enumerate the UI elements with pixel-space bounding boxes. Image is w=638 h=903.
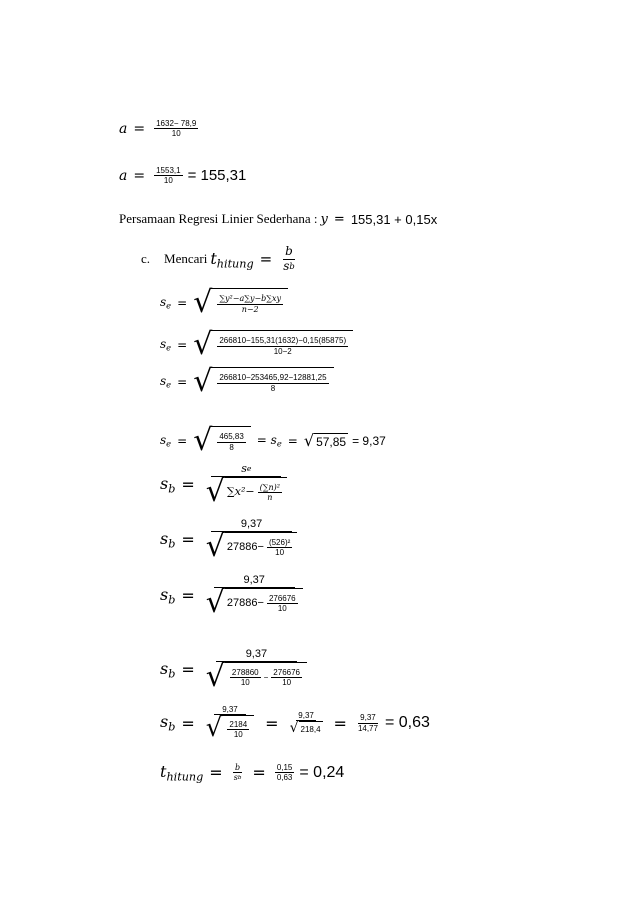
- s-b: $s_b$: [160, 712, 176, 734]
- equals-sign: =: [259, 250, 273, 269]
- numerator: 465,83: [219, 432, 244, 442]
- var-a: a: [119, 167, 128, 184]
- sb-substitution: [160, 518, 302, 562]
- equals-sign: =: [181, 713, 195, 733]
- s-e: $s_e$: [160, 433, 172, 449]
- se-formula: [160, 285, 288, 320]
- numerator: 9,37: [211, 518, 292, 532]
- result-value: = 0,63: [384, 714, 430, 732]
- root-value: 57,85: [316, 435, 347, 449]
- denominator: n−2: [241, 304, 259, 314]
- denominator: √ 27886− $\frac{276676}{10}$: [204, 588, 305, 618]
- numerator: 266810−253465,92−12881,25: [219, 373, 327, 383]
- inner-fraction-2: $\frac{276676}{10}$: [273, 667, 300, 688]
- minus-sign: −: [263, 673, 269, 683]
- numerator: 1632− 78,9: [156, 119, 197, 128]
- denominator: s b: [283, 258, 295, 273]
- fraction: [217, 373, 328, 392]
- s-b: $s_b$: [160, 474, 176, 496]
- numerator: s e: [211, 463, 281, 477]
- square-root: √ $\frac{465,83}{8}$: [193, 426, 251, 456]
- inner-denominator: 10: [275, 548, 285, 558]
- result-value: = 155,31: [187, 167, 247, 185]
- var-y: y: [320, 211, 328, 227]
- fraction-2: 9,37 √ 218,4: [289, 711, 321, 737]
- sb-result: $s_b$ = 9,37 √ $\frac{2184}{10}$ = 9,37 √ 218,4 = $\frac{9,37}{14,77}$ = 0,63: [160, 705, 430, 744]
- equals-sign: =: [181, 475, 195, 495]
- square-root: √ $\frac{\text{∑y²−a∑y−b∑xy}}{n-2}$: [193, 288, 288, 318]
- denominator: √ ∑x²− $\frac{\text{(∑n)²}}{n}$: [204, 477, 289, 507]
- fraction: [217, 294, 283, 313]
- s-e-equals: = $s_e$: [256, 433, 282, 449]
- equals-sign: =: [181, 530, 195, 550]
- inner-fraction: $\frac{2184}{10}$: [229, 719, 248, 739]
- equals-sign: =: [181, 660, 195, 680]
- regression-label: Persamaan Regresi Linier Sederhana :: [119, 211, 318, 226]
- equals-sign: =: [333, 211, 345, 227]
- inner-numerator: 276676: [268, 593, 296, 603]
- inner-denominator: n: [267, 493, 273, 503]
- fraction: [204, 463, 289, 507]
- equals-sign: =: [177, 375, 188, 389]
- equals-sign: =: [133, 167, 146, 184]
- sum-x-squared: 27886−: [226, 541, 264, 554]
- fraction-2: $\frac{0,15}{0,63}$: [276, 762, 293, 783]
- sb-step4: [160, 648, 312, 692]
- square-root: √ $\frac{266810-155,31(1632)-0,15(85875)}{10-2}$: [193, 330, 353, 360]
- sb-step3: [160, 574, 308, 618]
- square-root: √ $\frac{266810-253465,92-12881,25}{8}$: [193, 367, 333, 397]
- t-hitung-result: $t_{hitung}$ = b s b = $\frac{0,15}{0,63}$ = 0,24: [160, 762, 345, 784]
- se-simplified: [160, 364, 334, 399]
- fraction: [204, 648, 309, 692]
- equals-sign: =: [177, 434, 188, 448]
- t-hitung: $t_{hitung}$: [160, 762, 204, 784]
- fraction-1: b s b: [233, 762, 242, 783]
- square-root: √ 57,85: [303, 431, 347, 450]
- fraction: [204, 574, 305, 618]
- equation-a-step1: [119, 119, 201, 138]
- denominator: 8: [229, 442, 234, 452]
- regression-expression: 155,31 + 0,15x: [350, 211, 438, 227]
- equation-a-step2: [119, 166, 246, 185]
- inner-fraction: [258, 483, 282, 502]
- inner-numerator: (∑n)²: [259, 482, 280, 492]
- equals-sign: =: [177, 296, 188, 310]
- fraction: [281, 245, 297, 274]
- numerator: ∑y²−a∑y−b∑xy: [219, 294, 282, 304]
- var-a: a: [119, 120, 128, 137]
- inner-denominator: 10: [277, 604, 287, 614]
- fraction: [154, 119, 198, 138]
- s-e: $s_e$: [160, 374, 172, 390]
- inner-fraction: [267, 538, 292, 557]
- s-b: $s_b$: [160, 529, 176, 551]
- denominator: 8: [270, 383, 276, 393]
- list-marker: c.: [141, 251, 151, 267]
- numerator: b: [285, 244, 293, 258]
- s-e: $s_e$: [160, 337, 172, 353]
- heading-text: Mencari: [164, 251, 208, 267]
- section-c-heading: [141, 245, 300, 274]
- inner-numerator: (526)²: [268, 537, 291, 547]
- equals-sign: =: [209, 763, 223, 783]
- result-value: = 9,37: [352, 434, 386, 448]
- fraction: [217, 432, 245, 451]
- denominator: 10: [171, 129, 181, 139]
- inner-fraction: [267, 594, 298, 613]
- numerator: 9,37: [216, 648, 297, 662]
- inner-fraction-1: $\frac{278860}{10}$: [231, 667, 259, 688]
- s-b: $s_b$: [160, 585, 176, 607]
- denominator: 10−2: [273, 346, 292, 356]
- denominator: √ $\frac{278860}{10}$ − $\frac{276676}{10}$: [204, 662, 309, 692]
- fraction: [154, 166, 182, 185]
- fraction-3: $\frac{9,37}{14,77}$: [357, 713, 378, 733]
- numerator: 266810−155,31(1632)−0,15(85875): [219, 336, 347, 346]
- sum-x-squared: ∑x²−: [226, 485, 255, 499]
- numerator: 1553,1: [156, 166, 181, 175]
- equals-sign: =: [133, 120, 146, 137]
- numerator: 9,37: [214, 574, 295, 588]
- s-b: $s_b$: [160, 659, 176, 681]
- t-hitung: $t_{hitung}$: [210, 248, 254, 270]
- sb-formula: [160, 463, 292, 507]
- denominator: 10: [163, 176, 173, 186]
- se-substitution: [160, 327, 353, 362]
- result-value: = 0,24: [299, 763, 345, 781]
- equals-sign: =: [177, 338, 188, 352]
- equals-sign: =: [181, 586, 195, 606]
- denominator: √ 27886− $\frac{\text{(526)²}}{10}$: [204, 532, 299, 562]
- fraction: [217, 336, 348, 355]
- se-result: [160, 423, 386, 458]
- regression-equation: [119, 211, 437, 227]
- equals-sign: =: [287, 434, 298, 448]
- fraction-1: 9,37 √ $\frac{2184}{10}$: [204, 705, 256, 741]
- sum-x-squared: 27886−: [226, 597, 264, 610]
- s-e: $s_e$: [160, 295, 172, 311]
- fraction: [204, 518, 299, 562]
